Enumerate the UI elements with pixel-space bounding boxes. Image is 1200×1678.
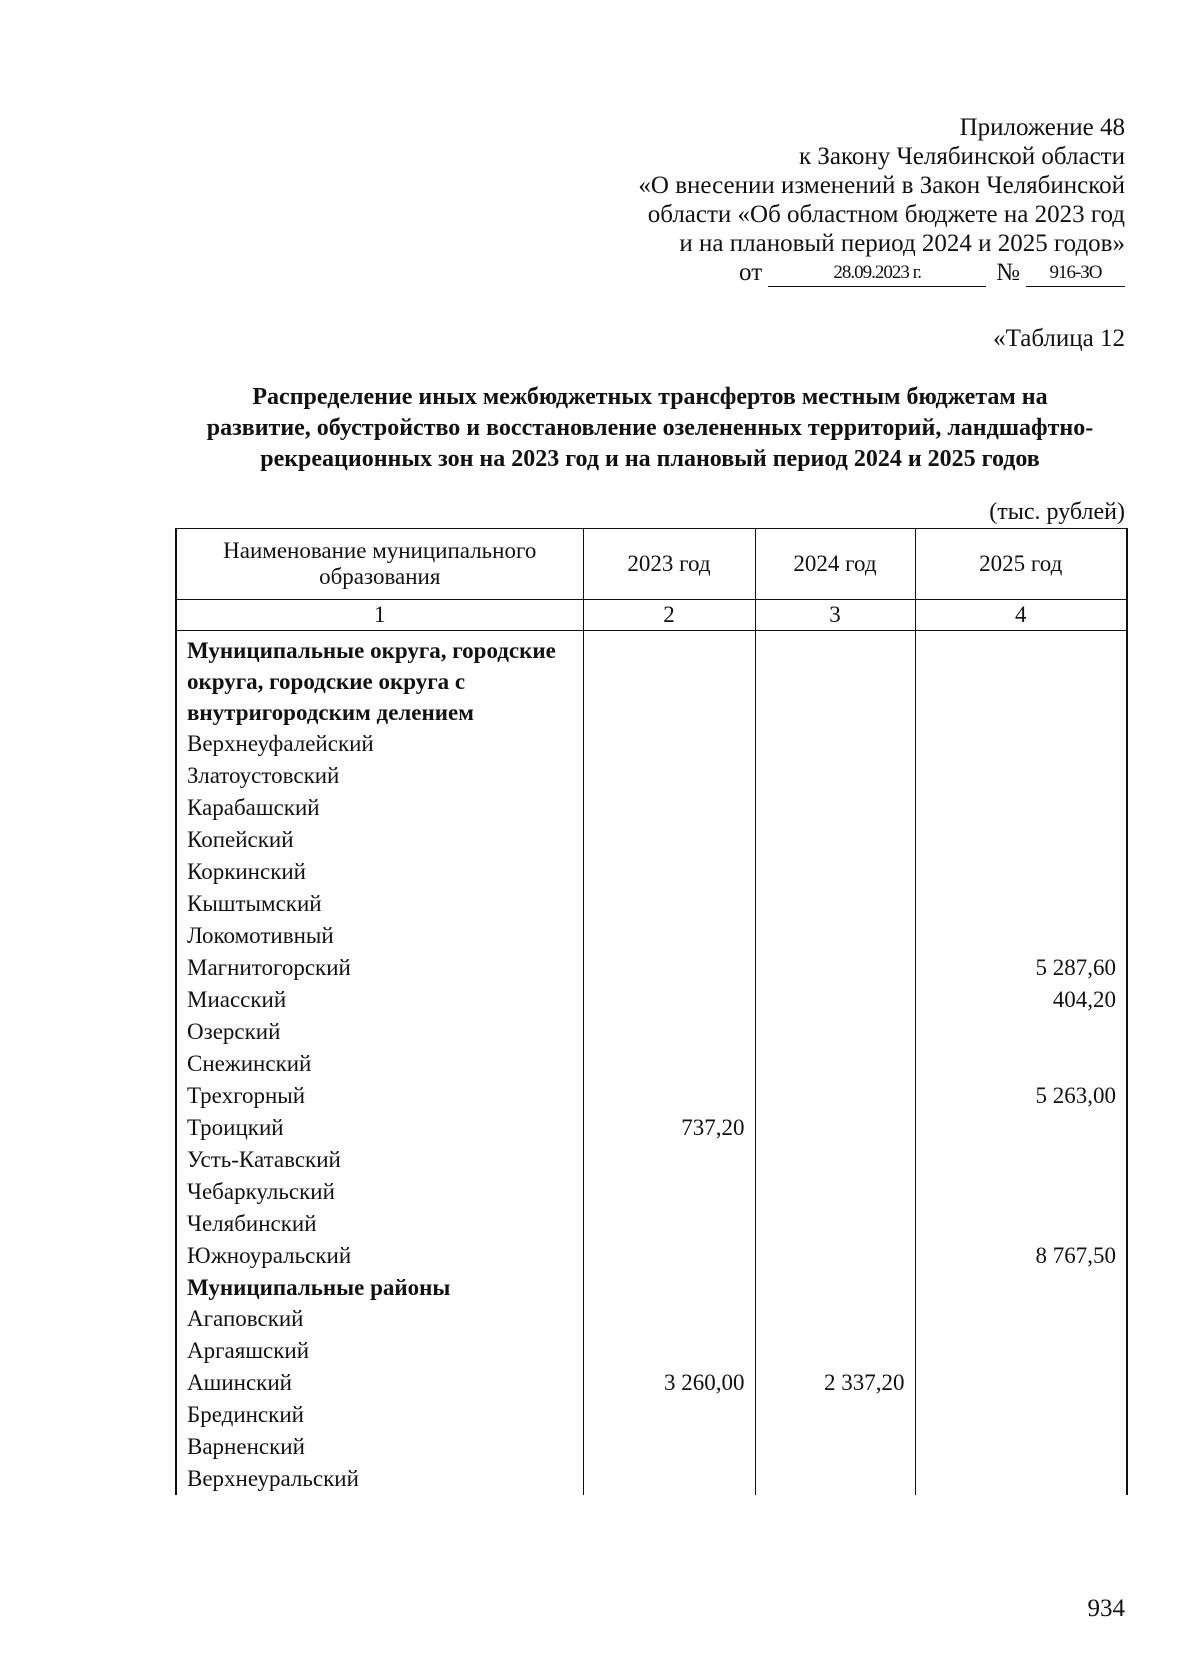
title-line: развитие, обустройство и восстановление озелененных территорий, ландшафтно- [206, 415, 1094, 441]
value-2023 [583, 760, 755, 792]
column-number: 3 [755, 600, 915, 631]
table-group-row [176, 1272, 1127, 1303]
municipality-name: Трехгорный [176, 1080, 583, 1112]
value-2023 [583, 920, 755, 952]
value-2024 [755, 728, 915, 760]
value-2025 [915, 1399, 1127, 1431]
value-2024 [755, 1303, 915, 1335]
table-row [176, 920, 1127, 952]
value-2025 [915, 1303, 1127, 1335]
appendix-line: области «Об областном бюджете на 2023 год [647, 201, 1125, 228]
municipality-name: Верхнеуфалейский [176, 728, 583, 760]
table-body [176, 631, 1127, 1496]
value-2023 [583, 1176, 755, 1208]
value-2025 [915, 1016, 1127, 1048]
table-row [176, 1367, 1127, 1399]
appendix-line: «О внесении изменений в Закон Челябинской [638, 172, 1125, 199]
table-reference: «Таблица 12 [993, 325, 1125, 352]
units-label: (тыс. рублей) [989, 499, 1125, 525]
value-2025: 404,20 [915, 984, 1127, 1016]
value-2024 [755, 792, 915, 824]
municipality-name: Златоустовский [176, 760, 583, 792]
value-2023 [583, 728, 755, 760]
value-2023 [583, 984, 755, 1016]
value-2024 [755, 760, 915, 792]
value-2023 [583, 856, 755, 888]
table-row [176, 1112, 1127, 1144]
value-2024 [755, 1431, 915, 1463]
value-2025: 5 263,00 [915, 1080, 1127, 1112]
municipality-name: Брединский [176, 1399, 583, 1431]
header-2025: 2025 год [915, 529, 1127, 600]
document-title [160, 382, 1140, 475]
value-2025: 8 767,50 [915, 1240, 1127, 1272]
municipality-name: Муниципальные районы [176, 1272, 583, 1303]
number-sign: № [996, 259, 1020, 286]
header-2024: 2024 год [755, 529, 915, 600]
value-2024: 2 337,20 [755, 1367, 915, 1399]
table-group-row [176, 631, 1127, 729]
value-2024 [755, 984, 915, 1016]
value-2023 [583, 1240, 755, 1272]
value-2025 [915, 1144, 1127, 1176]
column-number: 1 [176, 600, 583, 631]
value-2024 [755, 1335, 915, 1367]
value-2023 [583, 1144, 755, 1176]
value-2025 [915, 1208, 1127, 1240]
table-row [176, 760, 1127, 792]
value-2025 [915, 1176, 1127, 1208]
value-2025 [915, 1048, 1127, 1080]
municipality-name: Кыштымский [176, 888, 583, 920]
value-2023 [583, 1303, 755, 1335]
date-number-line [638, 258, 1125, 287]
value-2024 [755, 1144, 915, 1176]
law-date: 28.09.2023 г. [768, 259, 986, 287]
value-2025 [915, 920, 1127, 952]
value-2023 [583, 1272, 755, 1303]
municipality-name: Варненский [176, 1431, 583, 1463]
value-2024 [755, 1112, 915, 1144]
value-2024 [755, 1399, 915, 1431]
value-2025 [915, 1335, 1127, 1367]
column-number: 4 [915, 600, 1127, 631]
table-row [176, 1303, 1127, 1335]
municipality-name: Троицкий [176, 1112, 583, 1144]
table-row [176, 1176, 1127, 1208]
table-row [176, 824, 1127, 856]
value-2023: 3 260,00 [583, 1367, 755, 1399]
title-line: Распределение иных межбюджетных трансфертов местным бюджетам на [252, 384, 1048, 410]
municipality-name: Снежинский [176, 1048, 583, 1080]
value-2023 [583, 1335, 755, 1367]
value-2023 [583, 1016, 755, 1048]
title-line: рекреационных зон на 2023 год и на плановый период 2024 и 2025 годов [260, 446, 1040, 472]
value-2024 [755, 824, 915, 856]
table-row [176, 1080, 1127, 1112]
municipality-name: Магнитогорский [176, 952, 583, 984]
table-row [176, 1144, 1127, 1176]
municipality-name: Челябинский [176, 1208, 583, 1240]
appendix-line: к Закону Челябинской области [799, 143, 1125, 170]
value-2025 [915, 1112, 1127, 1144]
value-2023: 737,20 [583, 1112, 755, 1144]
value-2024 [755, 1176, 915, 1208]
value-2023 [583, 631, 755, 729]
table-row [176, 728, 1127, 760]
header-municipality: Наименование муниципального образования [176, 529, 583, 600]
value-2024 [755, 1208, 915, 1240]
value-2025 [915, 1431, 1127, 1463]
value-2023 [583, 824, 755, 856]
municipality-name: Ашинский [176, 1367, 583, 1399]
municipality-name: Агаповский [176, 1303, 583, 1335]
value-2023 [583, 1463, 755, 1495]
table-row [176, 1208, 1127, 1240]
table-row [176, 1016, 1127, 1048]
municipality-name: Аргаяшский [176, 1335, 583, 1367]
value-2024 [755, 631, 915, 729]
value-2023 [583, 792, 755, 824]
value-2024 [755, 1463, 915, 1495]
municipality-name: Южноуральский [176, 1240, 583, 1272]
table-header-row [176, 529, 1127, 600]
value-2024 [755, 920, 915, 952]
value-2023 [583, 1080, 755, 1112]
appendix-line: Приложение 48 [959, 114, 1125, 141]
value-2023 [583, 1048, 755, 1080]
value-2024 [755, 1272, 915, 1303]
value-2023 [583, 888, 755, 920]
value-2024 [755, 856, 915, 888]
value-2025 [915, 824, 1127, 856]
law-number: 916-ЗО [1026, 259, 1125, 287]
value-2025 [915, 728, 1127, 760]
value-2024 [755, 888, 915, 920]
municipality-name: Копейский [176, 824, 583, 856]
municipality-name: Озерский [176, 1016, 583, 1048]
value-2025 [915, 856, 1127, 888]
value-2023 [583, 952, 755, 984]
municipality-name: Чебаркульский [176, 1176, 583, 1208]
value-2025 [915, 760, 1127, 792]
value-2024 [755, 1048, 915, 1080]
transfers-table-grid [175, 528, 1128, 1495]
table-row [176, 952, 1127, 984]
appendix-line: и на плановый период 2024 и 2025 годов» [679, 230, 1125, 257]
table-row [176, 792, 1127, 824]
table-row [176, 1431, 1127, 1463]
municipality-name: Миасский [176, 984, 583, 1016]
value-2023 [583, 1431, 755, 1463]
table-row [176, 888, 1127, 920]
value-2025 [915, 631, 1127, 729]
municipality-name: Локомотивный [176, 920, 583, 952]
transfers-table [175, 528, 1126, 1495]
value-2024 [755, 1080, 915, 1112]
table-row [176, 1463, 1127, 1495]
table-row [176, 856, 1127, 888]
municipality-name: Коркинский [176, 856, 583, 888]
table-row [176, 1240, 1127, 1272]
column-number-row [176, 600, 1127, 631]
value-2023 [583, 1399, 755, 1431]
municipality-name: Верхнеуральский [176, 1463, 583, 1495]
date-prefix: от [739, 259, 763, 286]
table-row [176, 984, 1127, 1016]
value-2025 [915, 792, 1127, 824]
value-2025 [915, 1463, 1127, 1495]
header-2023: 2023 год [583, 529, 755, 600]
value-2024 [755, 1240, 915, 1272]
table-row [176, 1335, 1127, 1367]
column-number: 2 [583, 600, 755, 631]
value-2025: 5 287,60 [915, 952, 1127, 984]
municipality-name: Карабашский [176, 792, 583, 824]
value-2025 [915, 888, 1127, 920]
municipality-name: Усть-Катавский [176, 1144, 583, 1176]
value-2025 [915, 1272, 1127, 1303]
value-2025 [915, 1367, 1127, 1399]
municipality-name: Муниципальные округа, городские округа, городские округа с внутригородским делением [176, 631, 583, 729]
value-2024 [755, 1016, 915, 1048]
value-2024 [755, 952, 915, 984]
appendix-header [638, 113, 1125, 287]
value-2023 [583, 1208, 755, 1240]
table-row [176, 1399, 1127, 1431]
page-number: 934 [1087, 1595, 1125, 1622]
table-row [176, 1048, 1127, 1080]
